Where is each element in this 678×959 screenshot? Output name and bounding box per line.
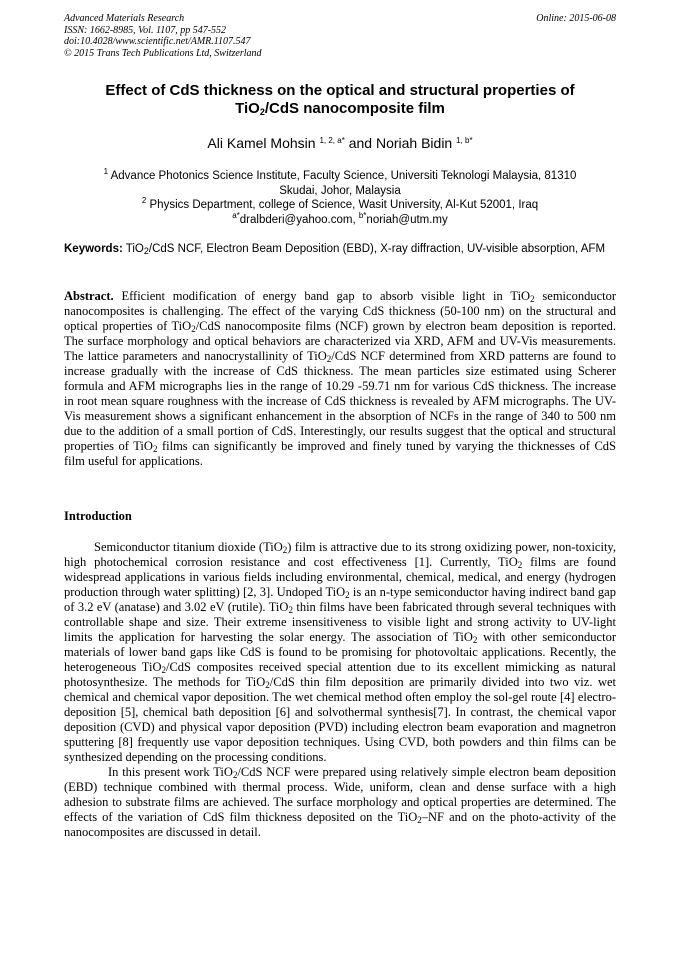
subscript: 2 <box>517 560 523 570</box>
title-line-1: Effect of CdS thickness on the optical and structural properties of <box>105 82 575 99</box>
affiliation-1-cont: Skudai, Johor, Malaysia <box>279 184 401 197</box>
author-name: Noriah Bidin <box>375 135 453 151</box>
abstract-text: films can significantly be improved and finely tuned by varying the thicknesses of CdS film useful for applications. <box>64 439 616 468</box>
introduction-body <box>64 540 616 840</box>
journal-issn: ISSN: 1662-8985, Vol. 1107, pp 547-552 <box>64 24 227 36</box>
title-subscript: 2 <box>259 107 265 117</box>
subscript: 2 <box>282 545 288 555</box>
body-text: –NF and on the photo-activity of the nanocomposites are discussed in detail. <box>64 810 616 839</box>
journal-name: Advanced Materials Research <box>64 13 185 24</box>
affiliation-2 <box>64 198 616 213</box>
email-mark: b* <box>358 210 367 220</box>
body-text: ) film is attractive due to its strong oxidizing power, non-toxicity, high photochemical corrosion resistance and cost effectiveness [1]. Currently, TiO <box>64 540 616 569</box>
body-text: thin films have been fabricated through several techniques with controllable shape and size. Their extreme insensitiveness to visible light and strong activity to UV-light limits the application for harvesting the solar energy. The association of TiO <box>64 600 616 644</box>
section-heading-introduction: Introduction <box>64 509 132 523</box>
author-connector: and <box>344 135 376 151</box>
journal-copyright: © 2015 Trans Tech Publications Ltd, Switzerland <box>64 47 262 59</box>
subscript: 2 <box>417 815 422 825</box>
subscript: 2 <box>530 294 535 304</box>
abstract-text: /CdS NCF determined from XRD patterns are found to increase gradually with the increase of CdS thickness. The mean particles size estimated using Scherer formula and AFM micrographs lies in the range of 10.29 -59.71 nm for various CdS thickness. The increase in root mean square roughness with the increase of CdS thickness is revealed by AFM micrographs. The UV-Vis measurement shows a significant enhancement in the absorption of NCFs in the range of 340 to 500 nm due to the addition of a small portion of CdS. Interestingly, our results suggest that the optical and structural properties of TiO <box>64 349 616 453</box>
intro-paragraph-1 <box>64 540 616 765</box>
email-mark: a* <box>232 210 240 220</box>
subscript: 2 <box>161 665 166 675</box>
paper-title <box>64 82 616 118</box>
abstract-text: /CdS nanocomposite films (NCF) grown by electron beam deposition is reported. The surface morphology and optical behaviors are characterized via XRD, AFM and UV-Vis measurements. The lattice parameters and nanocrystallinity of TiO <box>64 319 616 363</box>
title-text: TiO <box>235 100 260 117</box>
body-text: is an n-type semiconductor having indirect band gap of 3.2 eV (anatase) and 3.02 eV (rutile). TiO <box>64 585 616 614</box>
subscript: 2 <box>345 590 350 600</box>
journal-doi: doi:10.4028/www.scientific.net/AMR.1107.547 <box>64 36 251 47</box>
subscript: 2 <box>288 605 293 615</box>
email-link[interactable]: noriah@utm.my <box>366 213 448 226</box>
abstract-text: semiconductor nanocomposites is challenging. The effect of the varying CdS thickness (50-100 nm) on the structural and optical properties of TiO <box>64 289 617 333</box>
author-affil-mark: 1, 2, a* <box>319 136 345 145</box>
keywords-label: Keywords: <box>64 243 123 255</box>
keywords-text: TiO <box>122 243 144 255</box>
subscript: 2 <box>326 354 332 364</box>
keywords <box>64 242 616 256</box>
online-date: Online: 2015-06-08 <box>536 13 616 24</box>
abstract-label: Abstract. <box>64 289 114 303</box>
subscript: 2 <box>191 324 196 334</box>
email-link[interactable]: dralbderi@yahoo.com, <box>239 213 359 226</box>
affil-text: Advance Photonics Science Institute, Faculty Science, Universiti Teknologi Malaysia, 81310 <box>110 170 577 182</box>
body-text: with other semiconductor materials of lower band gaps like CdS is found to be promising for photovoltaic applications. Recently, the heterogeneous TiO <box>64 630 616 674</box>
author-affil-mark: 1, b* <box>456 136 473 145</box>
author-list <box>64 135 616 151</box>
title-text: /CdS nanocomposite film <box>264 100 445 117</box>
body-text: films are found widespread applications in various fields including environmental, chemical, medical, and energy (hydrogen production through water splitting) [2, 3]. Undoped TiO <box>64 555 616 599</box>
affil-mark: 2 <box>141 196 147 205</box>
body-text: Semiconductor titanium dioxide (TiO <box>94 540 283 554</box>
abstract <box>64 289 616 469</box>
title-line-2 <box>64 100 616 118</box>
subscript: 2 <box>232 770 238 780</box>
affiliation-1 <box>64 169 616 184</box>
subscript: 2 <box>265 680 270 690</box>
body-text: /CdS NCF were prepared using relatively simple electron beam deposition (EBD) technique combined with thermal process. Wide, uniform, clean and dense surface with a high adhesion to substrate films are achieved. The surface morphology and optical properties are determined. The effects of the variation of CdS film thickness deposited on the TiO <box>64 765 616 824</box>
author-name: Ali Kamel Mohsin <box>207 135 316 151</box>
affil-text: Physics Department, college of Science, Wasit University, Al-Kut 52001, Iraq <box>149 199 539 211</box>
body-text: In this present work TiO <box>108 765 233 779</box>
body-text: /CdS thin film deposition are primarily divided into two viz. wet chemical and chemical vapor deposition. The wet chemical method often employ the sol-gel route [4] electro-deposition [5], chemical bath deposition [6] and solvothermal synthesis[7]. In contrast, the chemical vapor deposition (CVD) and physical vapor deposition (PVD) including electron beam evaporation and magnetron sputtering [8] frequently use vapor deposition techniques. Using CVD, both powders and thin films can be synthesized depending on the processing conditions. <box>64 675 616 764</box>
body-text: /CdS composites received special attention due to its excellent mimicking as natural photosynthesize. The methods for TiO <box>64 660 616 689</box>
author-emails <box>64 210 616 228</box>
affil-mark: 1 <box>103 167 109 176</box>
subscript: 2 <box>143 246 149 256</box>
affiliations <box>64 169 616 227</box>
journal-header <box>64 13 616 59</box>
subscript: 2 <box>472 635 478 645</box>
abstract-text: Efficient modification of energy band gap to absorb visible light in TiO <box>113 289 531 303</box>
intro-paragraph-2 <box>64 765 616 840</box>
subscript: 2 <box>152 444 158 454</box>
keywords-text: /CdS NCF, Electron Beam Deposition (EBD), X-ray diffraction, UV-visible absorption, AFM <box>148 243 606 255</box>
